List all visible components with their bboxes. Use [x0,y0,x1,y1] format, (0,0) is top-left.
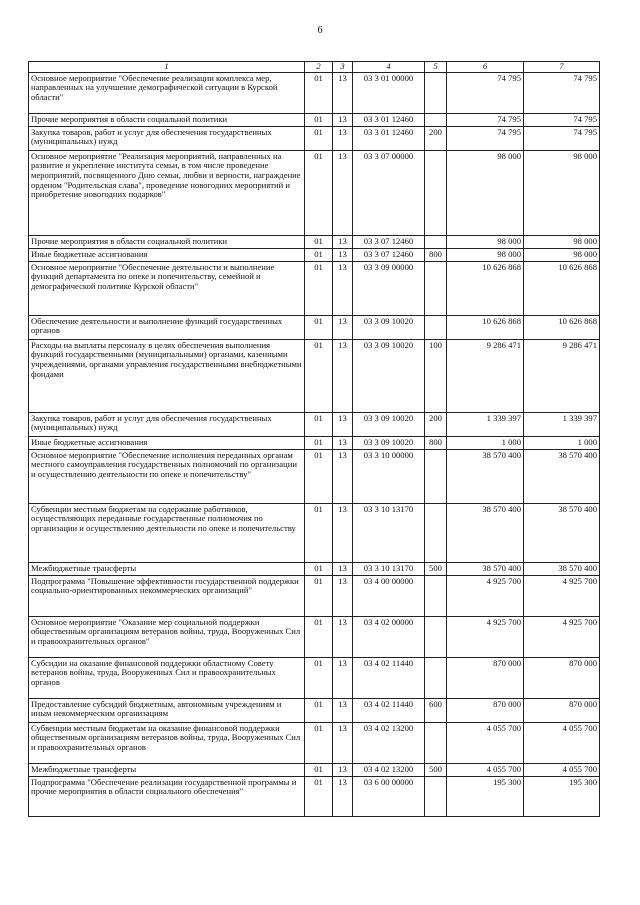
table-row [29,261,600,315]
table-row [29,126,600,150]
row-amount-b: 98 000 [524,150,600,235]
row-name: Подпрограмма "Обеспечение реализации государственной программы и прочие мероприятия в области социального обеспечения" [29,776,305,816]
table-row [29,616,600,657]
row-subsection: 13 [333,722,353,763]
row-target-article: 03 3 07 12460 [353,248,425,261]
row-expense-type: 800 [425,436,447,449]
row-subsection: 13 [333,698,353,722]
row-expense-type [425,113,447,126]
row-name: Подпрограмма "Повышение эффективности государственной поддержки социально-ориентированных некоммерческих организаций" [29,575,305,616]
row-amount-b: 98 000 [524,248,600,261]
row-target-article: 03 4 02 11440 [353,698,425,722]
row-target-article: 03 3 07 00000 [353,150,425,235]
row-amount-b: 195 300 [524,776,600,816]
row-name: Расходы на выплаты персоналу в целях обеспечения выполнения функций государственными (муниципальными) органами, казенными учреждениями, органами управления государственными внебюджетными фондами [29,339,305,412]
row-subsection: 13 [333,261,353,315]
row-expense-type [425,776,447,816]
row-name: Прочие мероприятия в области социальной политики [29,113,305,126]
column-header: 2 [305,62,333,73]
row-expense-type: 100 [425,339,447,412]
table-row [29,113,600,126]
row-target-article: 03 3 09 10020 [353,436,425,449]
row-name: Межбюджетные трансферты [29,763,305,776]
row-subsection: 13 [333,436,353,449]
row-amount-a: 98 000 [447,248,524,261]
row-subsection: 13 [333,72,353,113]
row-amount-b: 4 055 700 [524,763,600,776]
row-name: Закупка товаров, работ и услуг для обеспечения государственных (муниципальных) нужд [29,126,305,150]
row-section: 01 [305,248,333,261]
column-header: 5 [425,62,447,73]
row-section: 01 [305,235,333,248]
row-subsection: 13 [333,315,353,339]
table-row [29,449,600,503]
row-name: Обеспечение деятельности и выполнение функций государственных органов [29,315,305,339]
column-number-header [29,62,600,73]
row-expense-type [425,235,447,248]
row-amount-a: 4 055 700 [447,763,524,776]
row-amount-b: 9 286 471 [524,339,600,412]
table-row [29,575,600,616]
row-expense-type: 500 [425,763,447,776]
row-subsection: 13 [333,126,353,150]
column-header: 7 [524,62,600,73]
row-expense-type [425,616,447,657]
row-amount-b: 10 626 868 [524,315,600,339]
row-target-article: 03 4 02 13200 [353,722,425,763]
row-subsection: 13 [333,248,353,261]
row-expense-type: 200 [425,412,447,436]
row-section: 01 [305,339,333,412]
row-name: Закупка товаров, работ и услуг для обеспечения государственных (муниципальных) нужд [29,412,305,436]
row-subsection: 13 [333,412,353,436]
row-amount-b: 870 000 [524,657,600,698]
row-name: Субвенции местным бюджетам на содержание работников, осуществляющих переданные государственные полномочия по организации и осуществлению деятельности по опеке и попечительству [29,503,305,562]
row-name: Иные бюджетные ассигнования [29,248,305,261]
table-row [29,235,600,248]
row-amount-b: 870 000 [524,698,600,722]
row-subsection: 13 [333,657,353,698]
row-section: 01 [305,575,333,616]
row-amount-a: 98 000 [447,235,524,248]
row-target-article: 03 3 09 10020 [353,412,425,436]
row-amount-a: 4 055 700 [447,722,524,763]
row-expense-type: 600 [425,698,447,722]
table-body [29,72,600,816]
row-section: 01 [305,261,333,315]
row-amount-b: 38 570 400 [524,503,600,562]
row-amount-a: 870 000 [447,657,524,698]
row-expense-type [425,503,447,562]
row-subsection: 13 [333,449,353,503]
row-amount-b: 98 000 [524,235,600,248]
row-name: Иные бюджетные ассигнования [29,436,305,449]
row-section: 01 [305,722,333,763]
row-section: 01 [305,436,333,449]
row-target-article: 03 3 01 12460 [353,113,425,126]
row-target-article: 03 3 09 00000 [353,261,425,315]
row-subsection: 13 [333,763,353,776]
row-expense-type [425,449,447,503]
row-target-article: 03 3 10 13170 [353,562,425,575]
row-amount-a: 9 286 471 [447,339,524,412]
row-name: Основное мероприятие "Обеспечение исполнения переданных органам местного самоуправления государственных полномочий по организации и осуществлению деятельности по опеке и попечительству" [29,449,305,503]
row-name: Основное мероприятие "Реализация мероприятий, направленных на развитие и укрепление института семьи, в том числе проведение мероприятий, посвященного Дню семьи, любви и верности, награждение орденом "Родительская слава", проведение новогодних мероприятий и приобретение новогодних подарков" [29,150,305,235]
row-amount-a: 10 626 868 [447,261,524,315]
row-subsection: 13 [333,113,353,126]
row-expense-type: 200 [425,126,447,150]
table-row [29,436,600,449]
row-amount-a: 4 925 700 [447,616,524,657]
table-row [29,562,600,575]
row-target-article: 03 3 07 12460 [353,235,425,248]
row-amount-a: 74 795 [447,72,524,113]
row-section: 01 [305,315,333,339]
row-section: 01 [305,657,333,698]
row-section: 01 [305,698,333,722]
row-name: Межбюджетные трансферты [29,562,305,575]
row-amount-a: 4 925 700 [447,575,524,616]
row-section: 01 [305,616,333,657]
row-expense-type [425,315,447,339]
column-header: 1 [29,62,305,73]
row-section: 01 [305,113,333,126]
row-name: Прочие мероприятия в области социальной политики [29,235,305,248]
row-amount-a: 195 300 [447,776,524,816]
row-subsection: 13 [333,616,353,657]
row-target-article: 03 3 01 12460 [353,126,425,150]
table-row [29,412,600,436]
row-section: 01 [305,412,333,436]
row-amount-a: 870 000 [447,698,524,722]
row-expense-type [425,722,447,763]
row-section: 01 [305,150,333,235]
row-target-article: 03 6 00 00000 [353,776,425,816]
row-target-article: 03 3 10 13170 [353,503,425,562]
row-subsection: 13 [333,575,353,616]
row-name: Основное мероприятие "Обеспечение деятельности и выполнение функций департамента по опеке и попечительству, семейной и демографической политике Курской области" [29,261,305,315]
row-section: 01 [305,503,333,562]
table-row [29,339,600,412]
row-expense-type [425,150,447,235]
row-amount-a: 38 570 400 [447,503,524,562]
row-section: 01 [305,449,333,503]
row-subsection: 13 [333,562,353,575]
row-target-article: 03 3 09 10020 [353,339,425,412]
row-name: Предоставление субсидий бюджетным, автономным учреждениям и иным некоммерческим организациям [29,698,305,722]
column-header: 3 [333,62,353,73]
row-expense-type [425,657,447,698]
row-expense-type [425,261,447,315]
row-amount-b: 74 795 [524,72,600,113]
table-row [29,150,600,235]
table-row [29,248,600,261]
row-amount-b: 4 925 700 [524,575,600,616]
row-amount-b: 4 925 700 [524,616,600,657]
row-amount-b: 38 570 400 [524,449,600,503]
row-section: 01 [305,126,333,150]
row-name: Основное мероприятие "Оказание мер социальной поддержки общественным организациям ветеранов войны, труда, Вооруженных Сил и правоохранительных органов" [29,616,305,657]
column-header: 6 [447,62,524,73]
column-header: 4 [353,62,425,73]
row-subsection: 13 [333,776,353,816]
table-row [29,698,600,722]
row-amount-b: 4 055 700 [524,722,600,763]
table-row [29,722,600,763]
row-amount-b: 38 570 400 [524,562,600,575]
page-number: 6 [317,25,323,36]
row-amount-a: 1 000 [447,436,524,449]
row-subsection: 13 [333,150,353,235]
row-target-article: 03 4 02 13200 [353,763,425,776]
row-name: Субсидии на оказание финансовой поддержки областному Совету ветеранов войны, труда, Вооруженных Сил и правоохранительных органов [29,657,305,698]
table-row [29,657,600,698]
table-row [29,776,600,816]
row-expense-type [425,575,447,616]
row-subsection: 13 [333,339,353,412]
row-amount-a: 38 570 400 [447,562,524,575]
budget-table [28,61,600,817]
row-target-article: 03 3 10 00000 [353,449,425,503]
table-row [29,72,600,113]
row-amount-a: 74 795 [447,126,524,150]
row-amount-b: 10 626 868 [524,261,600,315]
row-amount-b: 74 795 [524,126,600,150]
table-row [29,503,600,562]
row-target-article: 03 4 00 00000 [353,575,425,616]
row-section: 01 [305,72,333,113]
row-amount-a: 98 000 [447,150,524,235]
table-row [29,315,600,339]
row-name: Субвенции местным бюджетам на оказание финансовой поддержки общественным организациям ветеранов войны, труда, Вооруженных Сил и правоохранительных органов [29,722,305,763]
row-expense-type: 500 [425,562,447,575]
row-amount-b: 74 795 [524,113,600,126]
row-target-article: 03 4 02 11440 [353,657,425,698]
row-target-article: 03 3 01 00000 [353,72,425,113]
row-section: 01 [305,763,333,776]
row-target-article: 03 4 02 00000 [353,616,425,657]
row-target-article: 03 3 09 10020 [353,315,425,339]
row-name: Основное мероприятие "Обеспечение реализации комплекса мер, направленных на улучшение демографической ситуации в Курской области" [29,72,305,113]
row-expense-type: 800 [425,248,447,261]
row-amount-a: 38 570 400 [447,449,524,503]
row-section: 01 [305,562,333,575]
row-amount-b: 1 000 [524,436,600,449]
row-subsection: 13 [333,235,353,248]
row-subsection: 13 [333,503,353,562]
row-section: 01 [305,776,333,816]
row-amount-a: 1 339 397 [447,412,524,436]
row-amount-a: 10 626 868 [447,315,524,339]
row-expense-type [425,72,447,113]
table-row [29,763,600,776]
row-amount-a: 74 795 [447,113,524,126]
row-amount-b: 1 339 397 [524,412,600,436]
